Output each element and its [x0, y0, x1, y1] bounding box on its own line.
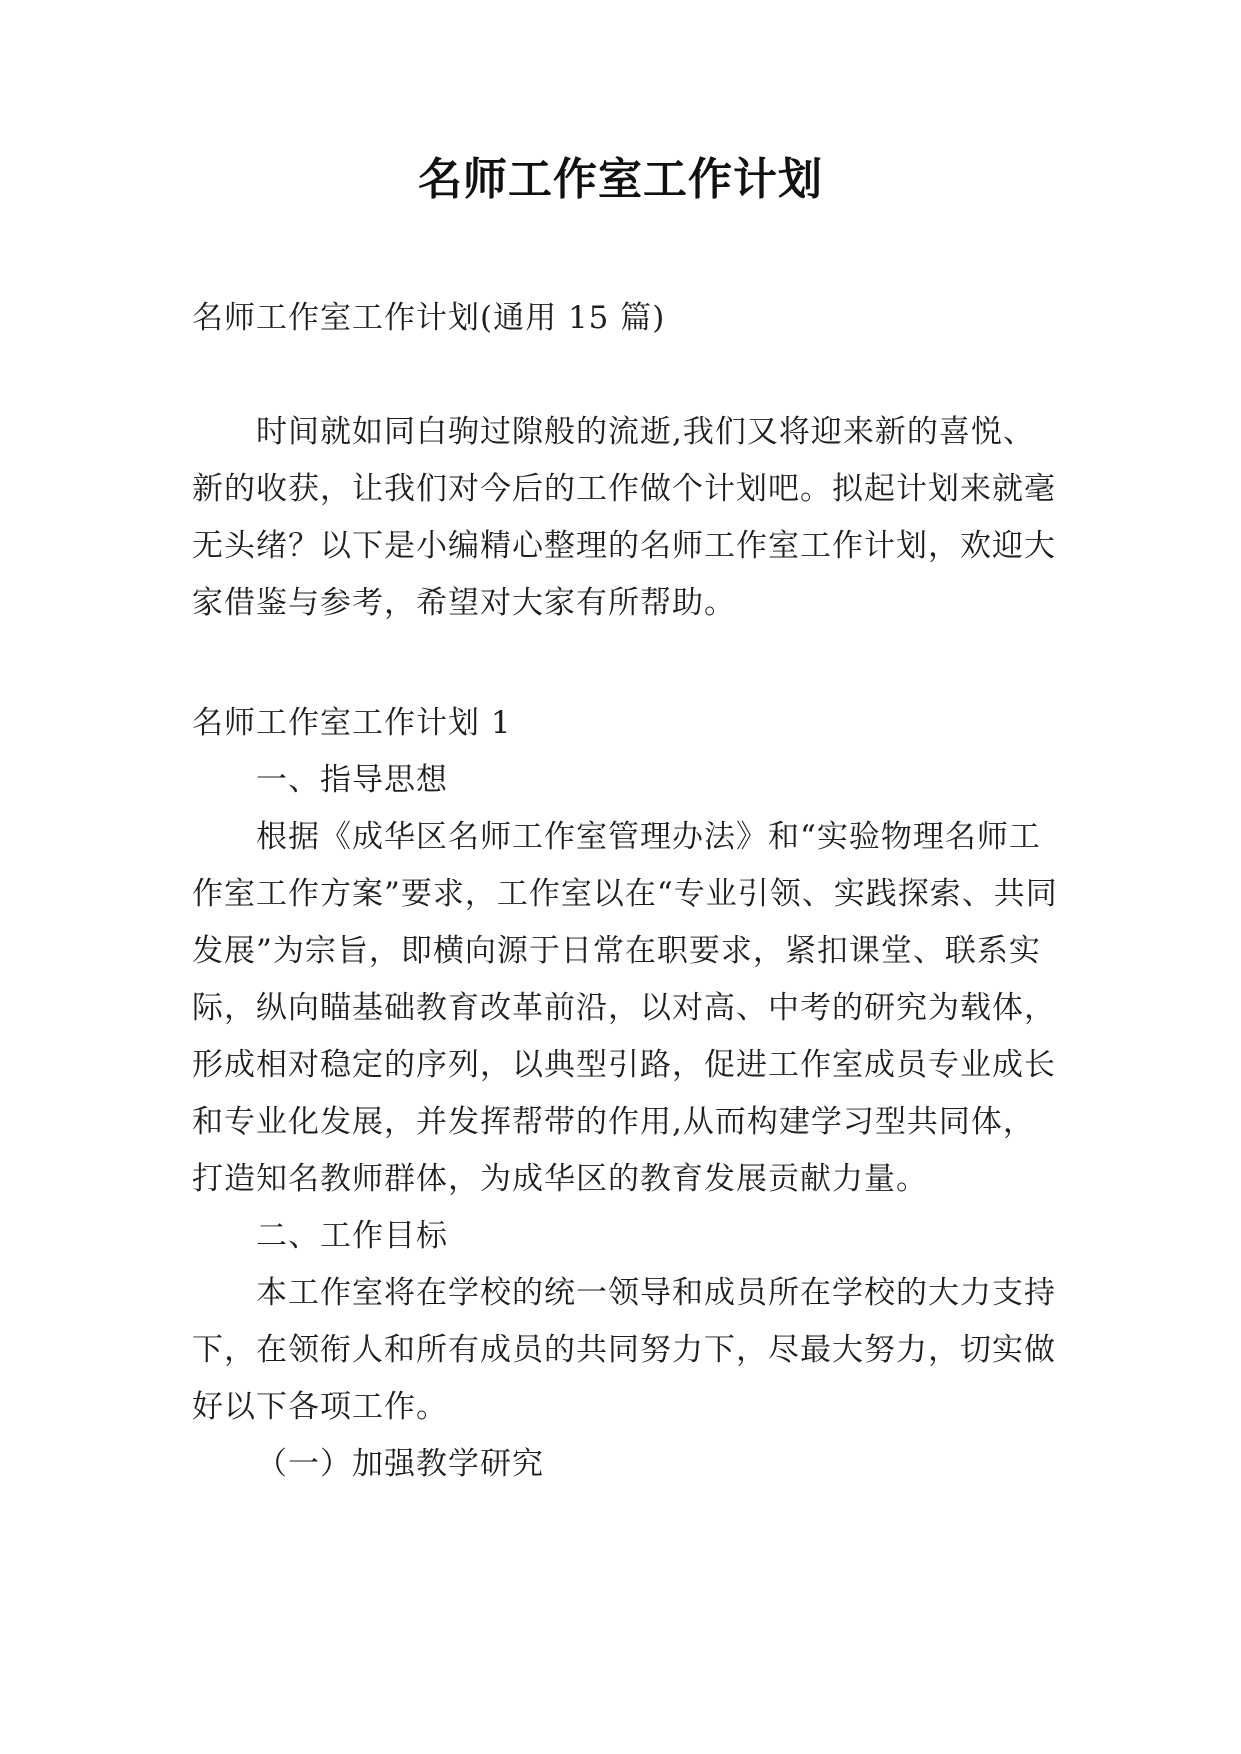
guiding-ideology-heading: 一、指导思想 — [256, 762, 448, 798]
guiding-ideology-text: 根据《成华区名师工作室管理办法》和“实验物理名师工作室工作方案”要求，工作室以在“专业引领、实践探索、共同发展”为宗旨，即横向源于日常在职要求，紧扣课堂、联系实际，纵向瞄基础教育改革前沿，以对高、中考的研究为载体，形成相对稳定的序列，以典型引路，促进工作室成员专业成长和专业化发展，并发挥帮带的作用,从而构建学习型共同体，打造知名教师群体，为成华区的教育发展贡献力量。 — [192, 819, 1058, 1197]
section-heading: 名师工作室工作计划 1 — [192, 705, 512, 741]
intro-paragraph — [192, 404, 1062, 632]
document-title: 名师工作室工作计划 — [418, 154, 823, 205]
plan-section-1 — [192, 695, 1062, 1493]
work-goals-text: 本工作室将在学校的统一领导和成员所在学校的大力支持下，在领衔人和所有成员的共同努力下，尽最大努力，切实做好以下各项工作。 — [192, 1275, 1056, 1425]
document-subtitle — [192, 290, 1062, 347]
intro-text: 时间就如同白驹过隙般的流逝,我们又将迎来新的喜悦、新的收获，让我们对今后的工作做个计划吧。拟起计划来就毫无头绪？以下是小编精心整理的名师工作室工作计划，欢迎大家借鉴与参考，希望对大家有所帮助。 — [192, 414, 1056, 621]
work-goals-heading: 二、工作目标 — [256, 1218, 448, 1254]
teaching-research-heading: （一）加强教学研究 — [256, 1446, 544, 1482]
subtitle-text: 名师工作室工作计划(通用 15 篇) — [192, 300, 666, 336]
